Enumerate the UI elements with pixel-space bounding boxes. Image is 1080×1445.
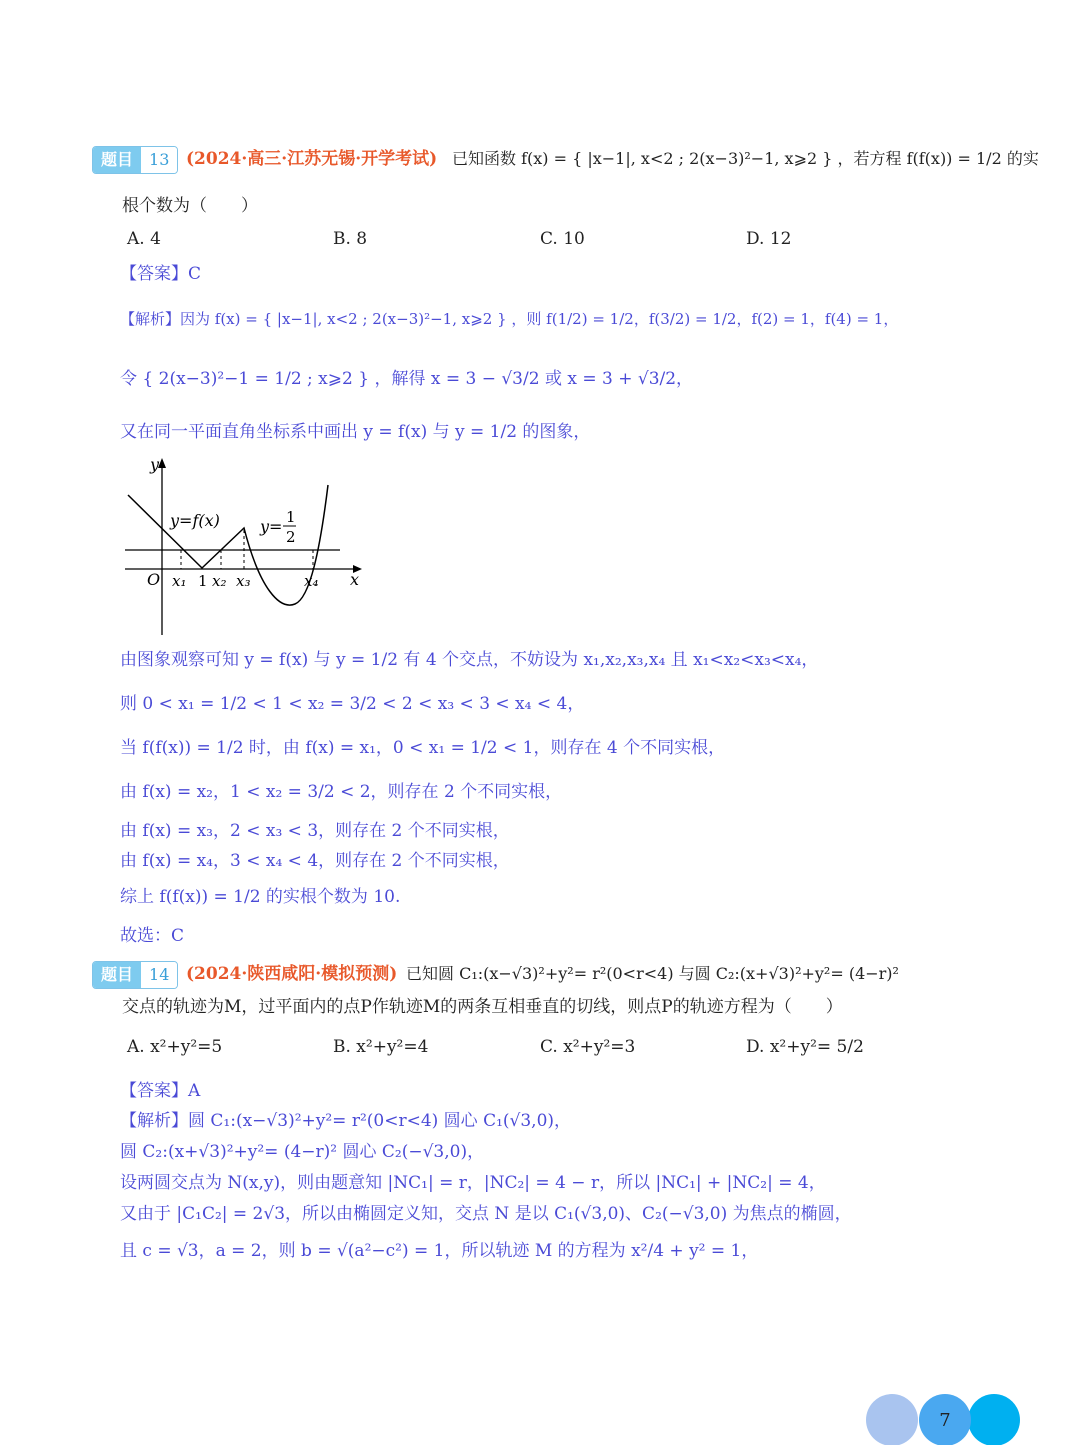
- tick-x1: x₁: [172, 572, 187, 590]
- explain-line: 综上 f(f(x)) = 1/2 的实根个数为 10.: [120, 887, 401, 907]
- tag-number: 14: [141, 962, 177, 988]
- question-stem-cont-14: 交点的轨迹为M，过平面内的点P作轨迹M的两条互相垂直的切线，则点P的轨迹方程为（ ）: [122, 997, 843, 1017]
- curve-label: y=f(x): [170, 511, 220, 530]
- tick-1: 1: [198, 572, 208, 590]
- option-d: D. 12: [746, 229, 792, 249]
- explain-line: 由 f(x) = x₂，1 < x₂ = 3/2 < 2，则存在 2 个不同实根，: [120, 782, 563, 802]
- page-number-circle: [919, 1394, 971, 1445]
- option-a: A. x²+y²=5: [127, 1037, 223, 1057]
- question-stem-14: 已知圆 C₁:(x−√3)²+y²= r²(0<r<4) 与圆 C₂:(x+√3)²+y²= (4−r)²: [406, 964, 899, 983]
- option-b: B. x²+y²=4: [333, 1037, 429, 1057]
- line-label-den: 2: [286, 528, 296, 546]
- explain-line: 又在同一平面直角坐标系中画出 y = f(x) 与 y = 1/2 的图象，: [120, 422, 591, 442]
- y-axis-label: y: [150, 455, 160, 474]
- question-stem-13: 已知函数 f(x) = { |x−1|, x<2 ; 2(x−3)²−1, x⩾2 } ，若方程 f(f(x)) = 1/2 的实: [452, 149, 1039, 168]
- explain-line: 令 { 2(x−3)²−1 = 1/2 ; x⩾2 } ，解得 x = 3 − √3/2 或 x = 3 + √3/2，: [120, 369, 694, 389]
- explain-line: 由 f(x) = x₃，2 < x₃ < 3，则存在 2 个不同实根，: [120, 821, 510, 841]
- explain-line: 当 f(f(x)) = 1/2 时，由 f(x) = x₁，0 < x₁ = 1/2 < 1，则存在 4 个不同实根，: [120, 738, 726, 758]
- y-axis-arrow: [158, 458, 166, 468]
- page-circle-left: [866, 1394, 918, 1445]
- option-b: B. 8: [333, 229, 368, 249]
- answer-14: 【答案】A: [120, 1081, 201, 1101]
- line-label: y=: [260, 517, 283, 536]
- x-axis-label: x: [350, 570, 360, 589]
- tag-label: 题目: [93, 147, 141, 173]
- option-c: C. 10: [540, 229, 585, 249]
- explain-line: 由图象观察可知 y = f(x) 与 y = 1/2 有 4 个交点，不妨设为 x₁,x₂,x₃,x₄ 且 x₁<x₂<x₃<x₄，: [120, 650, 819, 670]
- line-label-num: 1: [286, 508, 296, 526]
- explain-line: 故选：C: [120, 926, 185, 946]
- question-tag-13: [92, 146, 178, 174]
- explain-line: 且 c = √3，a = 2，则 b = √(a²−c²) = 1，所以轨迹 M 的方程为 x²/4 + y² = 1，: [120, 1241, 759, 1261]
- option-a: A. 4: [127, 229, 161, 249]
- explain-line: 【解析】因为 f(x) = { |x−1|, x<2 ; 2(x−3)²−1, x⩾2 } ，则 f(1/2) = 1/2，f(3/2) = 1/2，f(2) = 1，f(4) = 1，: [120, 310, 899, 328]
- tag-label: 题目: [93, 962, 141, 988]
- page-circle-right: [968, 1394, 1020, 1445]
- answer-13: 【答案】C: [120, 264, 202, 284]
- tick-x2: x₂: [212, 572, 227, 590]
- tag-number: 13: [141, 147, 177, 173]
- explain-line: 则 0 < x₁ = 1/2 < 1 < x₂ = 3/2 < 2 < x₃ < 3 < x₄ < 4，: [120, 694, 585, 714]
- option-c: C. x²+y²=3: [540, 1037, 636, 1057]
- function-graph: [110, 450, 370, 640]
- explain-line: 【解析】圆 C₁:(x−√3)²+y²= r²(0<r<4) 圆心 C₁(√3,0)，: [120, 1111, 572, 1131]
- question-stem-cont-13: 根个数为（ ）: [122, 196, 258, 216]
- page-number: 7: [939, 1409, 951, 1431]
- explain-line: 由 f(x) = x₄，3 < x₄ < 4，则存在 2 个不同实根，: [120, 851, 510, 871]
- explain-line: 又由于 |C₁C₂| = 2√3，所以由椭圆定义知，交点 N 是以 C₁(√3,0)、C₂(−√3,0) 为焦点的椭圆，: [120, 1204, 852, 1224]
- tick-x3: x₃: [236, 572, 251, 590]
- question-source-13: (2024·高三·江苏无锡·开学考试): [186, 149, 438, 169]
- explain-line: 设两圆交点为 N(x,y)，则由题意知 |NC₁| = r，|NC₂| = 4 − r，所以 |NC₁| + |NC₂| = 4，: [120, 1173, 826, 1193]
- option-d: D. x²+y²= 5/2: [746, 1037, 864, 1057]
- tick-x4: x₄: [304, 572, 319, 590]
- explain-line: 圆 C₂:(x+√3)²+y²= (4−r)² 圆心 C₂(−√3,0)，: [120, 1142, 485, 1162]
- question-source-14: (2024·陕西咸阳·模拟预测): [186, 964, 398, 984]
- question-tag-14: [92, 961, 178, 989]
- origin-label: O: [147, 570, 161, 589]
